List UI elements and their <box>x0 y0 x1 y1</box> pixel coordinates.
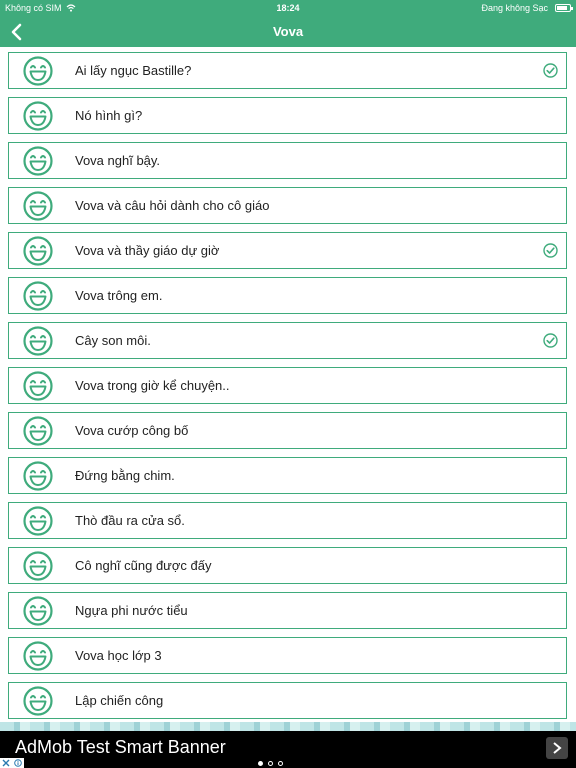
adchoices-badge[interactable] <box>0 758 24 768</box>
list-item-label: Vova và thầy giáo dự giờ <box>75 243 220 258</box>
info-icon <box>14 759 22 767</box>
list-item[interactable] <box>8 592 567 629</box>
list-item[interactable] <box>8 412 567 449</box>
list-item-label: Vova cướp công bố <box>75 423 189 438</box>
list-item-label: Vova trông em. <box>75 288 163 303</box>
list-item[interactable] <box>8 97 567 134</box>
list-item[interactable] <box>8 277 567 314</box>
checkmark-icon <box>543 333 558 348</box>
list-item[interactable] <box>8 547 567 584</box>
status-time: 18:24 <box>276 3 300 13</box>
smiley-icon <box>22 235 54 267</box>
status-bar <box>0 0 576 16</box>
list-item[interactable] <box>8 682 567 719</box>
close-icon <box>2 759 10 767</box>
page-title: Vova <box>272 24 304 39</box>
charging-label: Đang không Sạc <box>481 3 548 13</box>
list-item[interactable] <box>8 52 567 89</box>
smiley-icon <box>22 190 54 222</box>
page-dot <box>278 761 283 766</box>
smiley-icon <box>22 325 54 357</box>
list-item-label: Vova nghĩ bậy. <box>75 153 161 168</box>
chevron-right-icon <box>552 741 562 755</box>
list-item[interactable] <box>8 637 567 674</box>
list-item-label: Ai lấy ngục Bastille? <box>75 63 192 78</box>
ad-text: AdMob Test Smart Banner <box>15 737 226 757</box>
list-item-label: Đứng bằng chim. <box>75 468 175 483</box>
list-item[interactable] <box>8 232 567 269</box>
list-item[interactable] <box>8 187 567 224</box>
nav-bar <box>0 0 576 47</box>
smiley-icon <box>22 685 54 717</box>
battery-icon <box>555 4 571 12</box>
smiley-icon <box>22 460 54 492</box>
smiley-icon <box>22 595 54 627</box>
list-item-label: Cây son môi. <box>75 333 151 348</box>
list-item-label: Vova trong giờ kể chuyện.. <box>75 378 230 393</box>
list-item[interactable] <box>8 142 567 179</box>
smiley-icon <box>22 505 54 537</box>
checkmark-icon <box>543 243 558 258</box>
smiley-icon <box>22 415 54 447</box>
list-item-label: Nó hình gì? <box>75 108 143 123</box>
smiley-icon <box>22 145 54 177</box>
list-item[interactable] <box>8 457 567 494</box>
ad-page-indicator <box>258 761 283 766</box>
smiley-icon <box>22 55 54 87</box>
list-item-label: Thò đầu ra cửa sổ. <box>75 513 185 528</box>
page-dot <box>268 761 273 766</box>
page-dot <box>258 761 263 766</box>
list-item-label: Lập chiến công <box>75 693 164 708</box>
smiley-icon <box>22 370 54 402</box>
smiley-icon <box>22 280 54 312</box>
list-item-label: Vova và câu hỏi dành cho cô giáo <box>75 198 270 213</box>
smiley-icon <box>22 100 54 132</box>
smiley-icon <box>22 640 54 672</box>
list-item-label: Cô nghĩ cũng được đấy <box>75 558 212 573</box>
list-item-label: Ngựa phi nước tiểu <box>75 603 188 618</box>
ad-banner[interactable] <box>0 722 576 768</box>
carrier-label: Không có SIM <box>5 3 62 13</box>
list-item[interactable] <box>8 367 567 404</box>
smiley-icon <box>22 550 54 582</box>
ad-pattern <box>0 722 576 731</box>
list-item[interactable] <box>8 322 567 359</box>
checkmark-icon <box>543 63 558 78</box>
list-item-label: Vova học lớp 3 <box>75 648 162 663</box>
list-item[interactable] <box>8 502 567 539</box>
ad-open-button[interactable] <box>546 737 568 759</box>
